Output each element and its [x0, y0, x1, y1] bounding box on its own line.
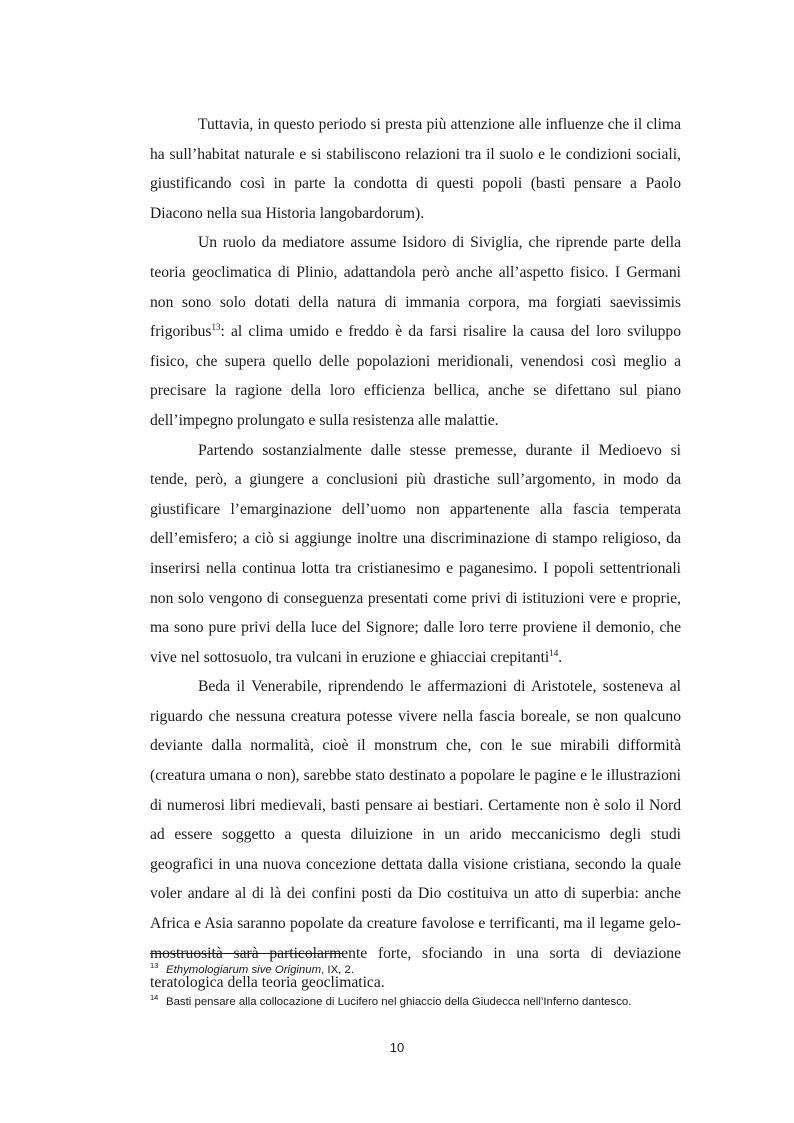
paragraph-4-text: Beda il Venerabile, riprendendo le affermazioni di Aristotele, sosteneva al riguardo che nessuna creatura potesse vivere nella fascia boreale, se non qualcuno deviante dalla normalità, cioè il monstrum che, con le sue mirabili difformità (creatura umana o non), sarebbe stato destinato a popolare le pagine e le illustrazioni di numerosi libri medievali, basti pensare ai bestiari. Certamente non è solo il Nord ad essere soggetto a questa diluizione in un arido meccanicismo degli studi geografici in una nuova concezione dettata dalla visione cristiana, secondo la quale voler andare al di là dei confini posti da Dio costituiva un atto di superbia: anche Africa e Asia saranno popolate da creature favolose e terrificanti, ma il legame gelo-mostruosità sarà particolarmente forte, sfociando in una sorta di deviazione teratologica della teoria geoclimatica. [150, 678, 681, 992]
paragraph-2 [150, 228, 681, 435]
page-number: 10 [389, 1040, 405, 1055]
footnote-tail: , IX, 2. [321, 964, 355, 976]
footnote-text: Basti pensare alla collocazione di Lucifero nel ghiaccio della Giudecca nell’Inferno dantesco. [166, 996, 632, 1008]
paragraph-1 [150, 110, 681, 228]
paragraph-3-text-a: Partendo sostanzialmente dalle stesse premesse, durante il Medioevo si tende, però, a giungere a conclusioni più drastiche sull’argomento, in modo da giustificare l’emarginazione dell’uomo non appartenente alla fascia temperata dell’emisfero; a ciò si aggiunge inoltre una discriminazione di stampo religioso, da inserirsi nella continua lotta tra cristianesimo e paganesimo. I popoli settentrionali non solo vengono di conseguenza presentati come privi di istituzioni vere e proprie, ma sono pure privi della luce del Signore; dalle loro terre proviene il demonio, che vive nel sottosuolo, tra vulcani in eruzione e ghiacciai crepitanti [150, 441, 681, 666]
paragraph-3-text-b: . [558, 648, 563, 666]
footnote-number: 13 [150, 961, 159, 970]
footnote-13 [150, 961, 354, 976]
footnote-title: Ethymologiarum sive Originum [166, 964, 322, 976]
paragraph-1-text: Tuttavia, in questo periodo si presta più attenzione alle influenze che il clima ha sull’habitat naturale e si stabiliscono relazioni tra il suolo e le condizioni sociali, giustificando così in parte la condotta di questi popoli (basti pensare a Paolo Diacono nella sua Historia langobardorum). [150, 116, 681, 222]
footnote-ref-14[interactable]: 14 [549, 647, 559, 658]
page-body [150, 110, 681, 998]
paragraph-4 [150, 672, 681, 998]
footnote-number: 14 [150, 993, 159, 1002]
footnote-ref-13[interactable]: 13 [211, 322, 221, 333]
paragraph-2-text-b: : al clima umido e freddo è da farsi risalire la causa del loro sviluppo fisico, che supera quello delle popolazioni meridionali, venendosi così meglio a precisare la ragione della loro efficienza bellica, anche se difettano sul piano dell’impegno prolungato e sulla resistenza alle malattie. [150, 323, 681, 429]
footnote-divider [150, 953, 343, 954]
footnote-14 [150, 993, 631, 1008]
paragraph-3 [150, 436, 681, 673]
paragraph-2-text-a: Un ruolo da mediatore assume Isidoro di Siviglia, che riprende parte della teoria geoclimatica di Plinio, adattandola però anche all’aspetto fisico. I Germani non sono solo dotati della natura di immania corpora, ma forgiati saevissimis frigoribus [150, 234, 681, 341]
